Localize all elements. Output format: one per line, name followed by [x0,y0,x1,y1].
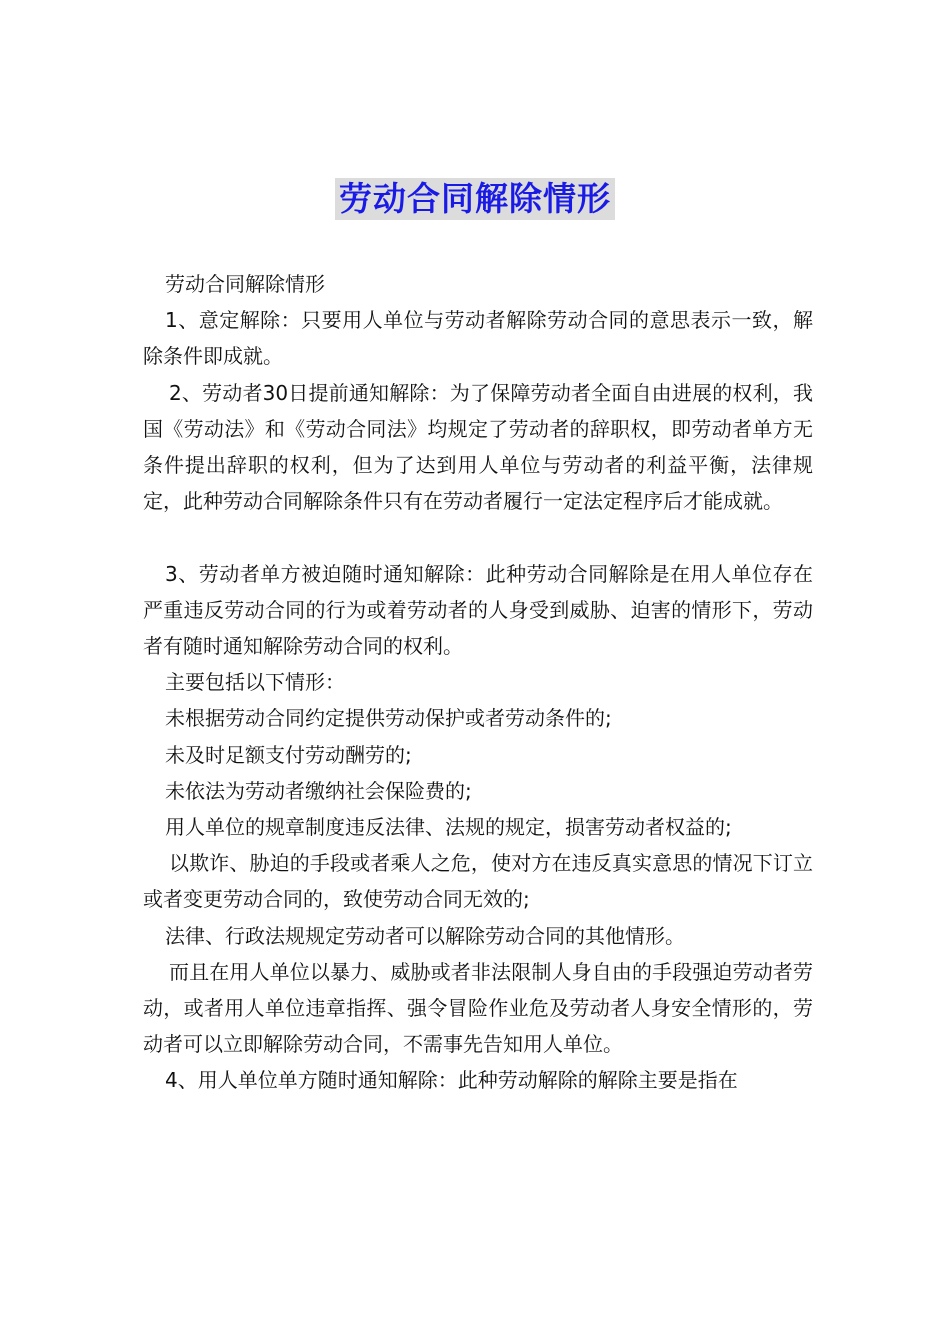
document-body [143,266,813,1099]
list-item: 未根据劳动合同约定提供劳动保护或者劳动条件的; [165,706,612,731]
paragraph-list-intro: 主要包括以下情形： [165,670,345,695]
list-item: 以欺诈、胁迫的手段或者乘人之危，使对方在违反真实意思的情况下订立或者变更劳动合同的，致使劳动合同无效的; [143,851,813,912]
document-title: 劳动合同解除情形 [335,178,615,220]
title-wrap [0,178,950,220]
paragraph-2: 2、劳动者30日提前通知解除：为了保障劳动者全面自由进展的权利，我国《劳动法》和《劳动合同法》均规定了劳动者的辞职权，即劳动者单方无条件提出辞职的权利，但为了达到用人单位与劳动者的利益平衡，法律规定，此种劳动合同解除条件只有在劳动者履行一定法定程序后才能成就。 [143,380,813,514]
list-item: 用人单位的规章制度违反法律、法规的规定，损害劳动者权益的; [165,815,732,840]
paragraph-3: 3、劳动者单方被迫随时通知解除：此种劳动合同解除是在用人单位存在严重违反劳动合同的行为或着劳动者的人身受到威胁、迫害的情形下，劳动者有随时通知解除劳动合同的权利。 [143,561,813,659]
paragraph-heading: 劳动合同解除情形 [165,272,325,296]
list-item: 法律、行政法规规定劳动者可以解除劳动合同的其他情形。 [165,923,685,948]
list-item: 未及时足额支付劳动酬劳的; [165,742,412,767]
paragraph-additional: 而且在用人单位以暴力、威胁或者非法限制人身自由的手段强迫劳动者劳动，或者用人单位违章指挥、强令冒险作业危及劳动者人身安全情形的，劳动者可以立即解除劳动合同，不需事先告知用人单位。 [143,959,813,1057]
blank-line [143,519,813,555]
paragraph-4: 4、用人单位单方随时通知解除：此种劳动解除的解除主要是指在 [165,1068,738,1093]
list-item: 未依法为劳动者缴纳社会保险费的; [165,778,472,803]
paragraph-1: 1、意定解除：只要用人单位与劳动者解除劳动合同的意思表示一致，解除条件即成就。 [143,308,813,369]
